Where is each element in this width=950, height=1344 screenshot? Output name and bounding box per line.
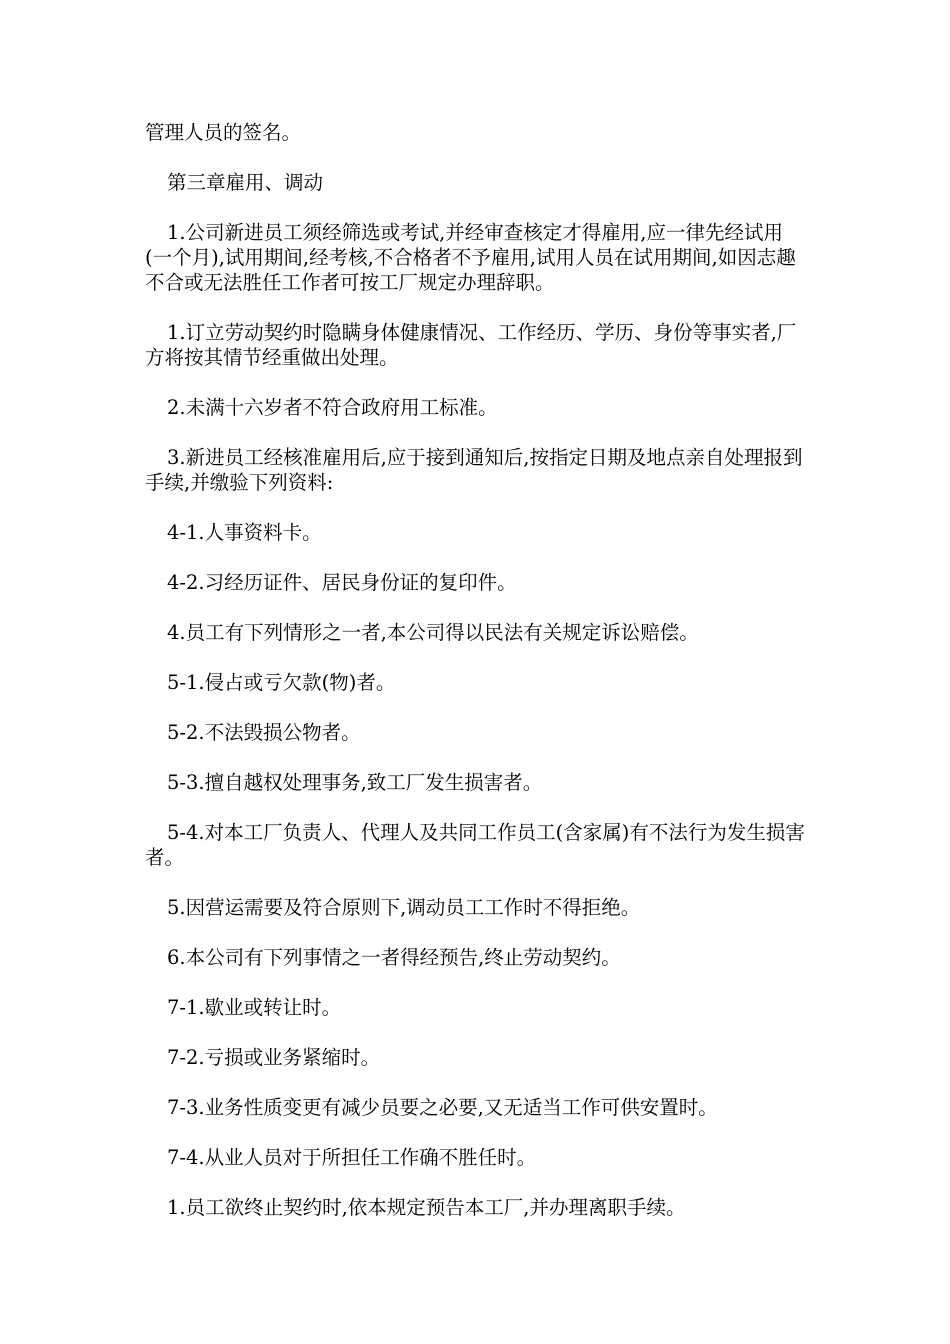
section-heading: 第三章雇用、调动 xyxy=(167,171,324,194)
paragraph: 6.本公司有下列事情之一者得经预告,终止劳动契约。 xyxy=(167,946,621,969)
paragraph: 4-2.习经历证件、居民身份证的复印件。 xyxy=(167,571,517,594)
paragraph: 7-1.歇业或转让时。 xyxy=(167,996,342,1019)
document-body xyxy=(145,120,810,1245)
paragraph: 管理人员的签名。 xyxy=(145,121,302,144)
paragraph: 3.新进员工经核准雇用后,应于接到通知后,按指定日期及地点亲自处理报到手续,并缴验下列资料: xyxy=(145,446,803,494)
paragraph: 2.未满十六岁者不符合政府用工标准。 xyxy=(167,396,498,419)
paragraph: 1.公司新进员工须经筛选或考试,并经审查核定才得雇用,应一律先经试用(一个月),试用期间,经考核,不合格者不予雇用,试用人员在试用期间,如因志趣不合或无法胜任工作者可按工厂规定办理辞职。 xyxy=(145,221,796,294)
paragraph: 5-1.侵占或亏欠款(物)者。 xyxy=(167,671,396,694)
paragraph: 5-2.不法毁损公物者。 xyxy=(167,721,361,744)
paragraph: 1.订立劳动契约时隐瞒身体健康情况、工作经历、学历、身份等事实者,厂方将按其情节经重做出处理。 xyxy=(145,321,797,369)
paragraph: 7-4.从业人员对于所担任工作确不胜任时。 xyxy=(167,1146,537,1169)
paragraph: 5-3.擅自越权处理事务,致工厂发生损害者。 xyxy=(167,771,543,794)
paragraph: 4.员工有下列情形之一者,本公司得以民法有关规定诉讼赔偿。 xyxy=(167,621,699,644)
paragraph: 5-4.对本工厂负责人、代理人及共同工作员工(含家属)有不法行为发生损害者。 xyxy=(145,821,805,869)
paragraph: 7-3.业务性质变更有减少员要之必要,又无适当工作可供安置时。 xyxy=(167,1096,718,1119)
paragraph: 7-2.亏损或业务紧缩时。 xyxy=(167,1046,381,1069)
paragraph: 4-1.人事资料卡。 xyxy=(167,521,322,544)
paragraph: 1.员工欲终止契约时,依本规定预告本工厂,并办理离职手续。 xyxy=(167,1196,686,1219)
paragraph: 5.因营运需要及符合原则下,调动员工工作时不得拒绝。 xyxy=(167,896,641,919)
